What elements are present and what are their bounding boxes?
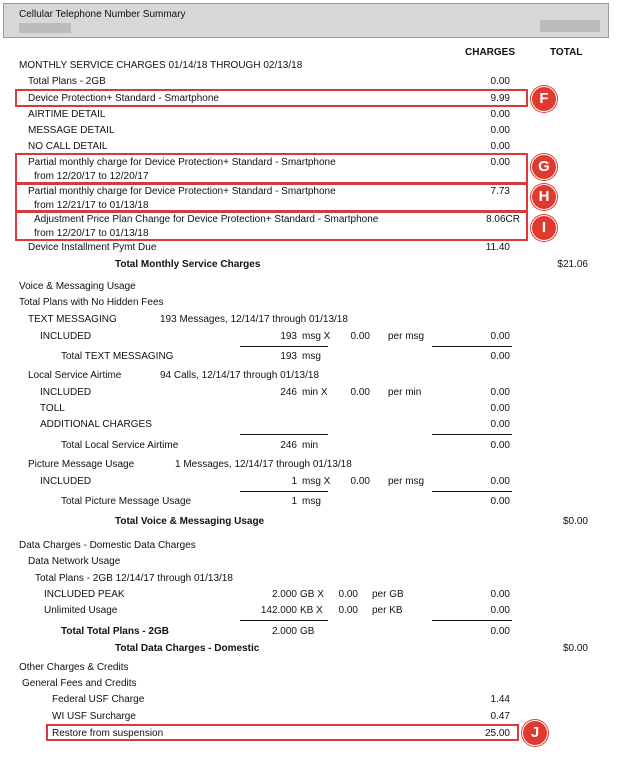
wi-usf-amount: 0.47 xyxy=(490,711,510,722)
text-total-qty: 193 xyxy=(280,351,297,362)
badge-i: I xyxy=(531,215,557,241)
text-included-label: INCLUDED xyxy=(40,331,92,342)
toll-amount: 0.00 xyxy=(490,403,510,414)
data-plans-total-qty: 2.000 xyxy=(271,626,297,637)
text-included-qty: 193 xyxy=(280,331,297,342)
divider xyxy=(432,620,512,621)
data-heading: Data Charges - Domestic Data Charges xyxy=(19,540,196,551)
included-peak-unit: GB X xyxy=(300,589,324,600)
message-detail-label: MESSAGE DETAIL xyxy=(28,125,115,136)
included-peak-qty: 2.000 xyxy=(271,589,297,600)
highlight-box-i xyxy=(15,211,528,241)
redacted-account xyxy=(540,20,600,32)
pic-total-unit: msg xyxy=(302,496,321,507)
page-title: Cellular Telephone Number Summary xyxy=(19,9,186,20)
text-total-label: Total TEXT MESSAGING xyxy=(61,351,174,362)
included-peak-amount: 0.00 xyxy=(490,589,510,600)
pic-total-label: Total Picture Message Usage xyxy=(61,496,192,507)
installment-label: Device Installment Pymt Due xyxy=(28,242,157,253)
unlimited-usage-unit: KB X xyxy=(300,605,323,616)
included-peak-label: INCLUDED PEAK xyxy=(44,589,125,600)
pic-total-qty: 1 xyxy=(291,496,297,507)
adjustment-amount: 8.06CR xyxy=(486,214,520,225)
data-plans-total-unit: GB xyxy=(300,626,315,637)
data-total-amount: $0.00 xyxy=(562,643,588,654)
highlight-box-g xyxy=(15,153,528,184)
voice-heading: Voice & Messaging Usage xyxy=(19,281,136,292)
highlight-box-h xyxy=(15,183,528,212)
total-plans-amount: 0.00 xyxy=(490,76,510,87)
additional-charges-amount: 0.00 xyxy=(490,419,510,430)
device-protection-label: Device Protection+ Standard - Smartphone xyxy=(28,93,219,104)
data-plans-label: Total Plans - 2GB 12/14/17 through 01/13/18 xyxy=(35,573,233,584)
badge-j: J xyxy=(522,720,548,746)
local-total-label: Total Local Service Airtime xyxy=(61,440,179,451)
partial-charge-1-amount: 0.00 xyxy=(490,157,510,168)
message-detail-amount: 0.00 xyxy=(490,125,510,136)
voice-plans-label: Total Plans with No Hidden Fees xyxy=(19,297,164,308)
monthly-total-amount: $21.06 xyxy=(557,259,588,270)
local-included-rate: 0.00 xyxy=(350,387,370,398)
local-total-qty: 246 xyxy=(280,440,297,451)
badge-g: G xyxy=(531,154,557,180)
pic-included-per: per msg xyxy=(388,476,425,487)
text-messaging-label: TEXT MESSAGING xyxy=(28,314,117,325)
text-included-rate: 0.00 xyxy=(350,331,370,342)
highlight-box-j xyxy=(46,724,519,741)
restore-amount: 25.00 xyxy=(484,728,510,739)
divider xyxy=(432,491,512,492)
data-network-label: Data Network Usage xyxy=(28,556,121,567)
local-airtime-summary: 94 Calls, 12/14/17 through 01/13/18 xyxy=(160,370,320,381)
divider xyxy=(240,620,328,621)
divider xyxy=(432,346,512,347)
pic-included-qty: 1 xyxy=(291,476,297,487)
charges-column-header: CHARGES xyxy=(465,47,516,58)
adjustment-dates: from 12/20/17 to 01/13/18 xyxy=(34,228,149,239)
airtime-detail-label: AIRTIME DETAIL xyxy=(28,109,106,120)
redacted-number xyxy=(19,23,71,33)
local-included-per: per min xyxy=(388,387,422,398)
additional-charges-label: ADDITIONAL CHARGES xyxy=(40,419,152,430)
local-included-label: INCLUDED xyxy=(40,387,92,398)
divider xyxy=(432,434,512,435)
local-total-unit: min xyxy=(302,440,319,451)
badge-f: F xyxy=(531,86,557,112)
other-heading: Other Charges & Credits xyxy=(19,662,129,673)
unlimited-usage-per: per KB xyxy=(372,605,403,616)
text-total-unit: msg xyxy=(302,351,321,362)
summary-header xyxy=(3,3,609,38)
badge-h: H xyxy=(531,184,557,210)
picture-message-label: Picture Message Usage xyxy=(28,459,135,470)
partial-charge-1-label: Partial monthly charge for Device Protection+ Standard - Smartphone xyxy=(28,157,336,168)
local-included-qty: 246 xyxy=(280,387,297,398)
text-included-unit: msg X xyxy=(302,331,331,342)
restore-label: Restore from suspension xyxy=(52,728,164,739)
general-fees-label: General Fees and Credits xyxy=(22,678,137,689)
total-column-header: TOTAL xyxy=(550,47,583,58)
airtime-detail-amount: 0.00 xyxy=(490,109,510,120)
no-call-detail-amount: 0.00 xyxy=(490,141,510,152)
local-total-amount: 0.00 xyxy=(490,440,510,451)
pic-included-rate: 0.00 xyxy=(350,476,370,487)
unlimited-usage-label: Unlimited Usage xyxy=(44,605,118,616)
unlimited-usage-rate: 0.00 xyxy=(338,605,358,616)
unlimited-usage-amount: 0.00 xyxy=(490,605,510,616)
voice-total-label: Total Voice & Messaging Usage xyxy=(115,516,265,527)
local-airtime-label: Local Service Airtime xyxy=(28,370,122,381)
pic-included-label: INCLUDED xyxy=(40,476,92,487)
total-plans-label: Total Plans - 2GB xyxy=(28,76,106,87)
wi-usf-label: WI USF Surcharge xyxy=(52,711,136,722)
monthly-heading: MONTHLY SERVICE CHARGES 01/14/18 THROUGH 02/13/18 xyxy=(19,60,303,71)
local-included-amount: 0.00 xyxy=(490,387,510,398)
data-plans-total-amount: 0.00 xyxy=(490,626,510,637)
partial-charge-2-dates: from 12/21/17 to 01/13/18 xyxy=(34,200,149,211)
data-plans-total-label: Total Total Plans - 2GB xyxy=(61,626,169,637)
pic-total-amount: 0.00 xyxy=(490,496,510,507)
text-total-amount: 0.00 xyxy=(490,351,510,362)
monthly-total-label: Total Monthly Service Charges xyxy=(115,259,261,270)
included-peak-rate: 0.00 xyxy=(338,589,358,600)
highlight-box-f xyxy=(15,89,528,107)
federal-usf-label: Federal USF Charge xyxy=(52,694,145,705)
text-included-per: per msg xyxy=(388,331,425,342)
text-messaging-summary: 193 Messages, 12/14/17 through 01/13/18 xyxy=(160,314,348,325)
partial-charge-2-amount: 7.73 xyxy=(490,186,510,197)
toll-label: TOLL xyxy=(40,403,65,414)
device-protection-amount: 9.99 xyxy=(490,93,510,104)
federal-usf-amount: 1.44 xyxy=(490,694,510,705)
divider xyxy=(240,434,328,435)
voice-total-amount: $0.00 xyxy=(562,516,588,527)
installment-amount: 11.40 xyxy=(485,242,510,253)
pic-included-amount: 0.00 xyxy=(490,476,510,487)
text-included-amount: 0.00 xyxy=(490,331,510,342)
no-call-detail-label: NO CALL DETAIL xyxy=(28,141,108,152)
included-peak-per: per GB xyxy=(372,589,404,600)
partial-charge-1-dates: from 12/20/17 to 12/20/17 xyxy=(34,171,149,182)
data-total-label: Total Data Charges - Domestic xyxy=(115,643,260,654)
divider xyxy=(240,346,328,347)
unlimited-usage-qty: 142.000 xyxy=(260,605,297,616)
adjustment-label: Adjustment Price Plan Change for Device Protection+ Standard - Smartphone xyxy=(34,214,379,225)
local-included-unit: min X xyxy=(302,387,328,398)
divider xyxy=(240,491,328,492)
pic-included-unit: msg X xyxy=(302,476,331,487)
picture-message-summary: 1 Messages, 12/14/17 through 01/13/18 xyxy=(175,459,352,470)
partial-charge-2-label: Partial monthly charge for Device Protection+ Standard - Smartphone xyxy=(28,186,336,197)
